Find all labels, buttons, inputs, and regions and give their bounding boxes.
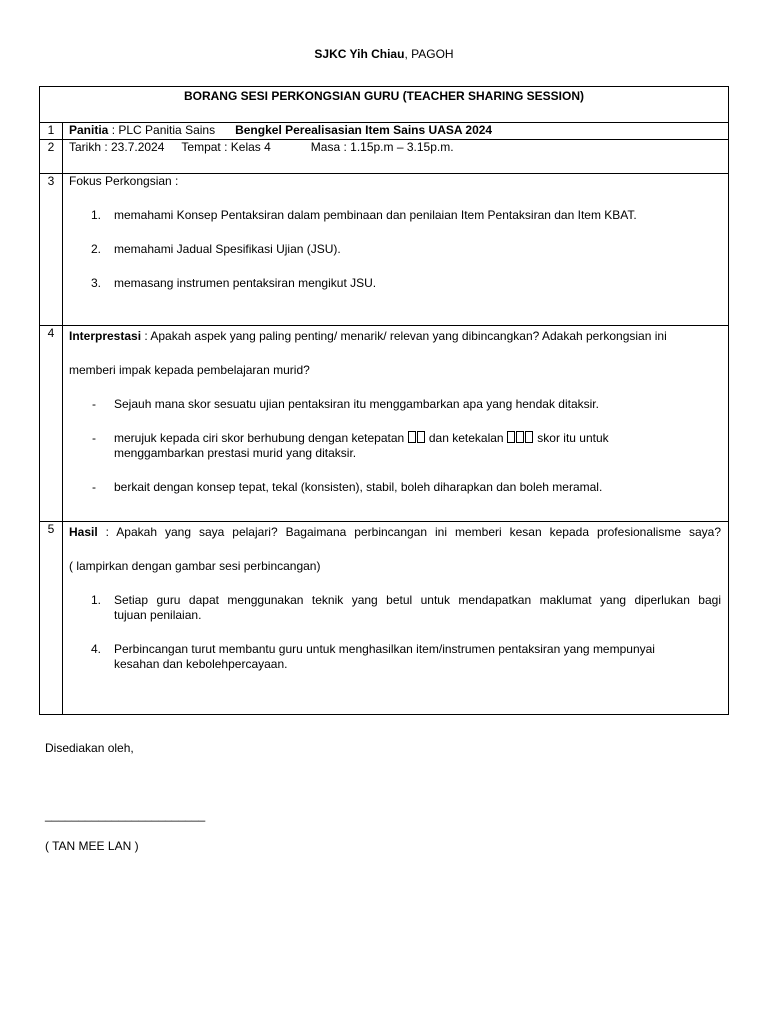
list-item: 1. Setiap guru dapat menggunakan teknik yang betul untuk mendapatkan maklumat yang diperlukan bagi tujuan penilaian. (91, 593, 721, 622)
list-item: - Sejauh mana skor sesuatu ujian pentaksiran itu menggambarkan apa yang hendak ditaksir. (92, 397, 599, 411)
outcome-question: : Apakah yang saya pelajari? Bagaimana perbincangan ini memberi kesan kepada profesionalisme saya? (97, 525, 721, 539)
row-date-place-time (40, 140, 729, 174)
row-outcome (40, 522, 729, 715)
placeholder-box (525, 431, 533, 443)
panitia-label: Panitia (69, 123, 109, 137)
focus-list (69, 208, 721, 291)
row-number: 4 (40, 326, 63, 522)
panitia-value: : PLC Panitia Sains (108, 123, 216, 137)
list-item: - berkait dengan konsep tepat, tekal (konsisten), stabil, boleh diharapkan dan boleh meramal. (92, 480, 603, 494)
event-title: Bengkel Perealisasian Item Sains UASA 2024 (235, 123, 493, 137)
row-focus (40, 174, 729, 326)
outcome-list (69, 593, 721, 672)
interpretation-list (69, 397, 721, 495)
list-item: 4. Perbincangan turut membantu guru untuk menghasilkan item/instrumen pentaksiran yang mempunyai kesahan dan kebolehpercayaan. (91, 642, 655, 671)
school-name: SJKC Yih Chiau (314, 47, 405, 61)
interpretation-question: : Apakah aspek yang paling penting/ menarik/ relevan yang dibincangkan? Adakah perkongsian ini (141, 329, 667, 343)
signature-line: ________________________ (45, 808, 206, 822)
prepared-by-label: Disediakan oleh, (45, 741, 134, 755)
preparer-name: ( TAN MEE LAN ) (45, 839, 139, 853)
focus-label: Fokus Perkongsian : (69, 174, 179, 188)
list-item: 3. memasang instrumen pentaksiran mengikut JSU. (91, 276, 377, 290)
school-location: , PAGOH (404, 47, 454, 61)
placeholder-box (507, 431, 515, 443)
sharing-session-form (39, 86, 729, 715)
time-text: Masa : 1.15p.m – 3.15p.m. (310, 140, 454, 154)
place-text: Tempat : Kelas 4 (181, 140, 271, 154)
list-item: 1. memahami Konsep Pentaksiran dalam pembinaan dan penilaian Item Pentaksiran dan Item KBAT. (91, 208, 637, 222)
outcome-note: ( lampirkan dengan gambar sesi perbincangan) (69, 559, 321, 573)
outcome-label: Hasil (69, 525, 98, 539)
form-title-row (40, 87, 729, 123)
date-text: Tarikh : 23.7.2024 (69, 140, 165, 154)
form-title: BORANG SESI PERKONGSIAN GURU (TEACHER SHARING SESSION) (40, 87, 729, 123)
placeholder-box (417, 431, 425, 443)
placeholder-box (516, 431, 524, 443)
interpretation-label: Interprestasi (69, 329, 142, 343)
list-item: 2. memahami Jadual Spesifikasi Ujian (JSU). (91, 242, 341, 256)
row-number: 1 (40, 123, 63, 140)
interpretation-question-cont: memberi impak kepada pembelajaran murid? (69, 363, 310, 377)
list-item: - merujuk kepada ciri skor berhubung dengan ketepatan dan ketekalan skor itu untuk menggambarkan prestasi murid yang ditaksir. (92, 431, 609, 460)
row-panitia (40, 123, 729, 140)
row-number: 3 (40, 174, 63, 326)
row-number: 5 (40, 522, 63, 715)
placeholder-box (408, 431, 416, 443)
row-number: 2 (40, 140, 63, 174)
row-interpretation (40, 326, 729, 522)
school-header (0, 47, 768, 61)
